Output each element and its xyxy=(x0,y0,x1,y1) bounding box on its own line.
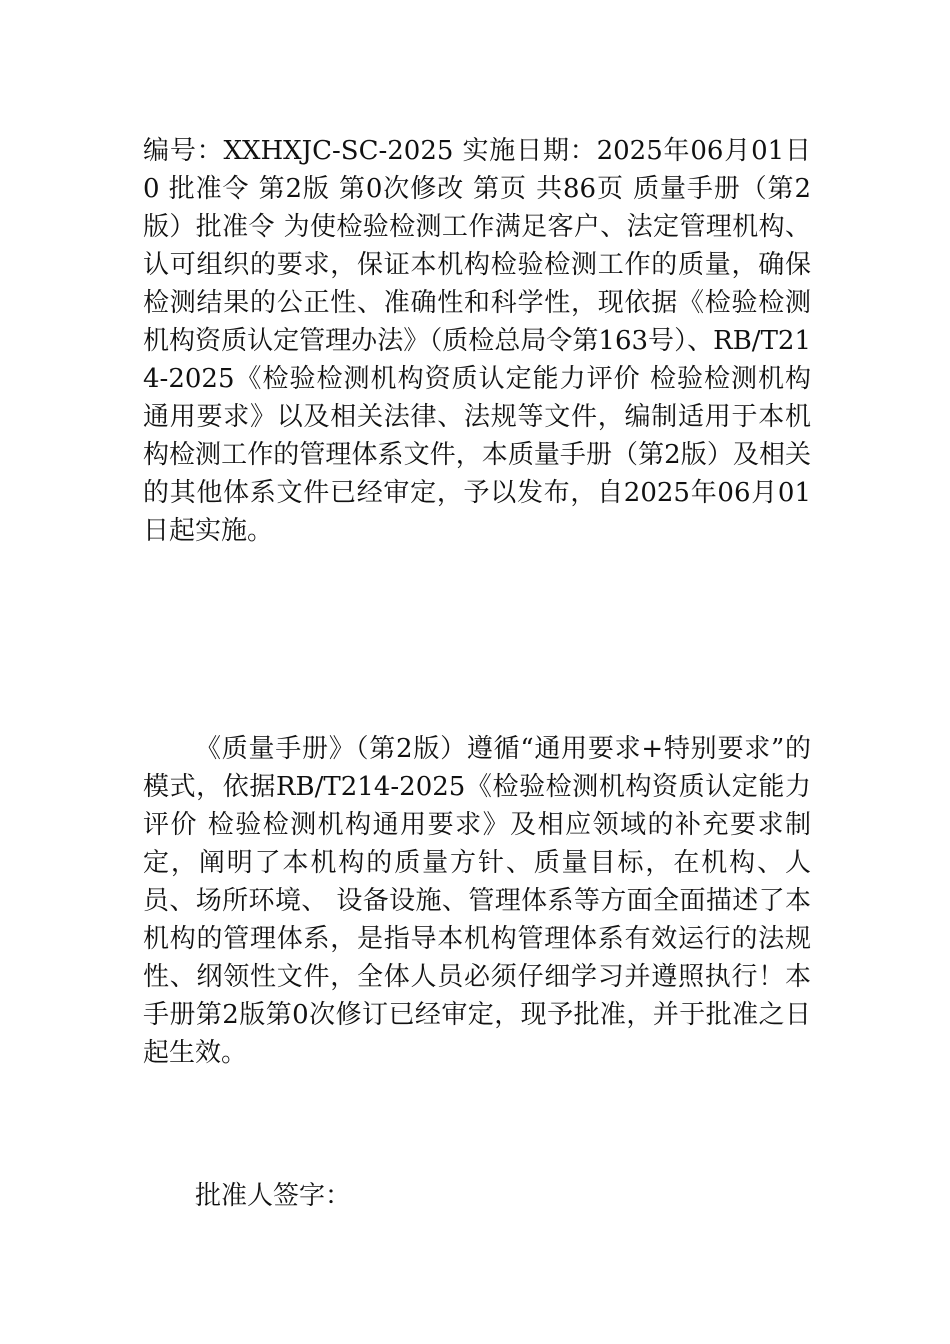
approver-signature-label: 批准人签字： xyxy=(195,1181,352,1211)
approval-order-paragraph: 编号：XXHXJC-SC-2025 实施日期：2025年06月01日 0 批准令 第2版 第0次修改 第页 共86页 质量手册（第2版）批准令 为使检验检测工作满足客户、法定管理机构、认可组织的要求，保证本机构检验检测工作的质量，确保检测结果的公正性、准确性和科学性，现依据《检验检测机构资质认定管理办法》（质检总局令第163号）、RB/T214-2025《检验检测机构资质认定能力评价 检验检测机构通用要求》以及相关法律、法规等文件，编制适用于本机构检测工作的管理体系文件，本质量手册（第2版）及相关的其他体系文件已经审定，予以发布，自2025年06月01日起实施。 xyxy=(143,136,811,546)
manual-description-paragraph: 《质量手册》（第2版）遵循“通用要求+特别要求”的模式，依据RB/T214-2025《检验检测机构资质认定能力评价 检验检测机构通用要求》及相应领域的补充要求制定，阐明了本机构的质量方针、质量目标，在机构、人员、场所环境、 设备设施、管理体系等方面全面描述了本机构的管理体系，是指导本机构管理体系有效运行的法规性、纲领性文件，全体人员必须仔细学习并遵照执行！本手册第2版第0次修订已经审定，现予批准，并于批准之日起生效。 xyxy=(143,734,811,1068)
